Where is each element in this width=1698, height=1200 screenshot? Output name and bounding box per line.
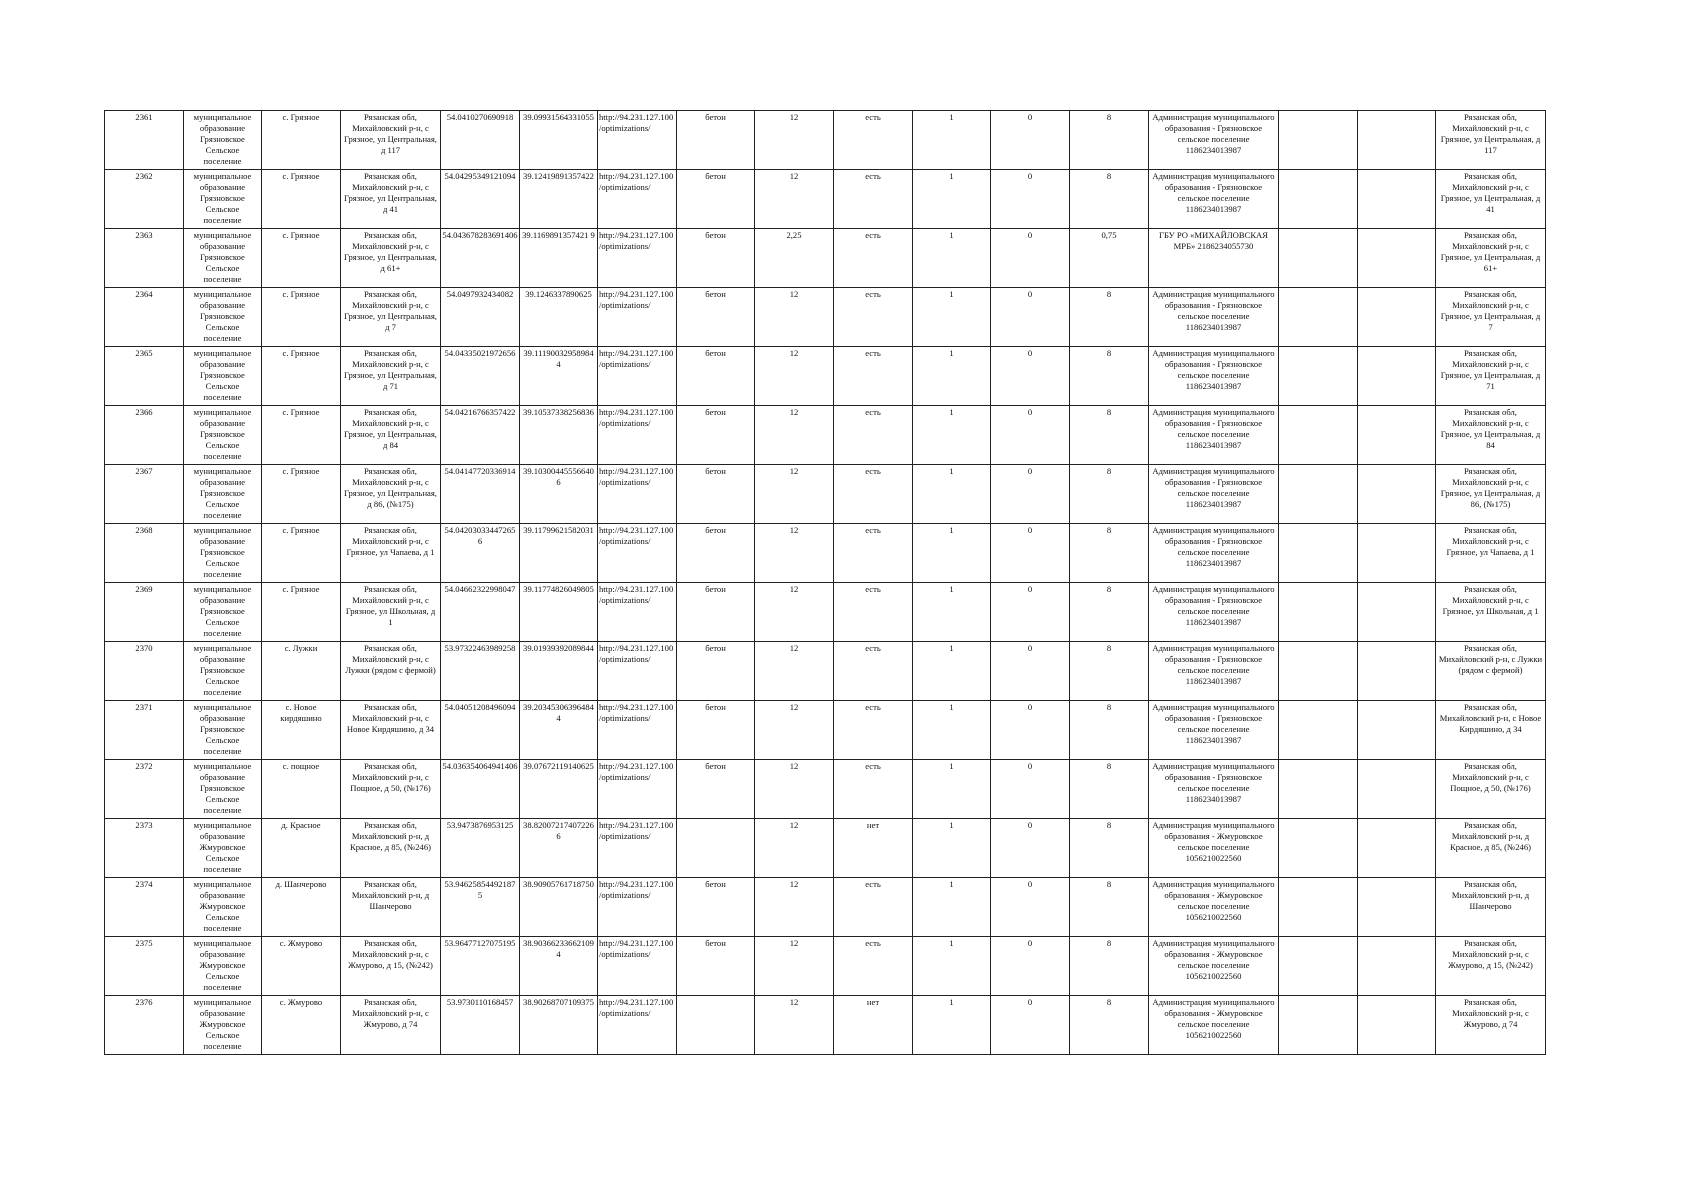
volume-cell: 8 xyxy=(1070,170,1149,229)
source-address-cell: Рязанская обл, Михайловский р-н, д Красное, д 85, (№246) xyxy=(1436,819,1546,878)
source-address-cell: Рязанская обл, Михайловский р-н, с Лужки (рядом с фермой) xyxy=(1436,642,1546,701)
latitude-cell: 54.04295349121094 xyxy=(441,170,520,229)
containers-count-cell: 1 xyxy=(913,760,991,819)
longitude-cell: 39.07672119140625 xyxy=(520,760,598,819)
latitude-cell: 54.04335021972656 xyxy=(441,347,520,406)
address-cell: Рязанская обл, Михайловский р-н, с Грязное, ул Центральная, д 117 xyxy=(341,111,441,170)
containers-count-cell: 1 xyxy=(913,878,991,937)
municipality-cell: муниципальное образование Грязновское Сельское поселение xyxy=(184,465,262,524)
latitude-cell: 53.96477127075195 xyxy=(441,937,520,996)
longitude-cell: 39.12419891357422 xyxy=(520,170,598,229)
volume-cell: 8 xyxy=(1070,524,1149,583)
volume-cell: 8 xyxy=(1070,347,1149,406)
surface-cell: бетон xyxy=(677,170,755,229)
latitude-cell: 54.043678283691406 xyxy=(441,229,520,288)
empty-cell xyxy=(1358,465,1436,524)
volume-cell: 8 xyxy=(1070,465,1149,524)
volume-cell: 8 xyxy=(1070,701,1149,760)
longitude-cell: 39.11799621582031 xyxy=(520,524,598,583)
table-row xyxy=(105,701,1546,760)
owner-cell: Администрация муниципального образования - Жмуровское сельское поселение 1056210022560 xyxy=(1149,937,1279,996)
empty-cell xyxy=(1279,465,1358,524)
surface-cell: бетон xyxy=(677,701,755,760)
containers-count-cell: 1 xyxy=(913,701,991,760)
volume-cell: 8 xyxy=(1070,878,1149,937)
settlement-cell: с. Грязное xyxy=(262,524,341,583)
owner-cell: Администрация муниципального образования - Грязновское сельское поселение 1186234013987 xyxy=(1149,583,1279,642)
table-row xyxy=(105,111,1546,170)
planned-count-cell: 0 xyxy=(991,701,1070,760)
link-cell: http://94.231.127.100/optimizations/ xyxy=(598,465,677,524)
fence-cell: есть xyxy=(834,465,913,524)
empty-cell xyxy=(1279,760,1358,819)
municipality-cell: муниципальное образование Грязновское Сельское поселение xyxy=(184,583,262,642)
surface-cell: бетон xyxy=(677,229,755,288)
empty-cell xyxy=(1279,937,1358,996)
empty-cell xyxy=(1279,583,1358,642)
surface-cell: бетон xyxy=(677,111,755,170)
latitude-cell: 54.04147720336914 xyxy=(441,465,520,524)
latitude-cell: 54.04216766357422 xyxy=(441,406,520,465)
area-cell: 12 xyxy=(755,465,834,524)
volume-cell: 8 xyxy=(1070,819,1149,878)
source-address-cell: Рязанская обл, Михайловский р-н, с Грязное, ул Центральная, д 117 xyxy=(1436,111,1546,170)
address-cell: Рязанская обл, Михайловский р-н, с Лужки (рядом с фермой) xyxy=(341,642,441,701)
table-row xyxy=(105,465,1546,524)
owner-cell: ГБУ РО «МИХАЙЛОВСКАЯ МРБ» 2186234055730 xyxy=(1149,229,1279,288)
source-address-cell: Рязанская обл, Михайловский р-н, с Грязное, ул Центральная, д 71 xyxy=(1436,347,1546,406)
fence-cell: есть xyxy=(834,642,913,701)
settlement-cell: с. Грязное xyxy=(262,347,341,406)
longitude-cell: 38.82007217407226 6 xyxy=(520,819,598,878)
containers-count-cell: 1 xyxy=(913,229,991,288)
fence-cell: есть xyxy=(834,170,913,229)
empty-cell xyxy=(1358,583,1436,642)
empty-cell xyxy=(1279,347,1358,406)
municipality-cell: муниципальное образование Жмуровское Сельское поселение xyxy=(184,937,262,996)
volume-cell: 8 xyxy=(1070,760,1149,819)
table-row xyxy=(105,878,1546,937)
planned-count-cell: 0 xyxy=(991,111,1070,170)
planned-count-cell: 0 xyxy=(991,229,1070,288)
table-row xyxy=(105,406,1546,465)
longitude-cell: 39.01939392089844 xyxy=(520,642,598,701)
empty-cell xyxy=(1279,878,1358,937)
empty-cell xyxy=(1279,288,1358,347)
owner-cell: Администрация муниципального образования - Грязновское сельское поселение 1186234013987 xyxy=(1149,406,1279,465)
owner-cell: Администрация муниципального образования - Грязновское сельское поселение 1186234013987 xyxy=(1149,465,1279,524)
longitude-cell: 39.11774826049805 xyxy=(520,583,598,642)
empty-cell xyxy=(1279,819,1358,878)
latitude-cell: 53.94625854492187 5 xyxy=(441,878,520,937)
longitude-cell: 38.90366233662109 4 xyxy=(520,937,598,996)
latitude-cell: 53.9730110168457 xyxy=(441,996,520,1055)
municipality-cell: муниципальное образование Грязновское Сельское поселение xyxy=(184,170,262,229)
surface-cell: бетон xyxy=(677,760,755,819)
source-address-cell: Рязанская обл, Михайловский р-н, с Грязное, ул Центральная, д 61+ xyxy=(1436,229,1546,288)
surface-cell: бетон xyxy=(677,642,755,701)
link-cell: http://94.231.127.100/optimizations/ xyxy=(598,111,677,170)
link-cell: http://94.231.127.100/optimizations/ xyxy=(598,878,677,937)
longitude-cell: 39.11190032958984 4 xyxy=(520,347,598,406)
address-cell: Рязанская обл, Михайловский р-н, д Красное, д 85, (№246) xyxy=(341,819,441,878)
source-address-cell: Рязанская обл, Михайловский р-н, с Грязное, ул Школьная, д 1 xyxy=(1436,583,1546,642)
settlement-cell: с. Грязное xyxy=(262,288,341,347)
surface-cell: бетон xyxy=(677,347,755,406)
settlement-cell: д. Шанчерово xyxy=(262,878,341,937)
latitude-cell: 54.04203033447265 6 xyxy=(441,524,520,583)
empty-cell xyxy=(1279,996,1358,1055)
area-cell: 12 xyxy=(755,347,834,406)
owner-cell: Администрация муниципального образования - Грязновское сельское поселение 1186234013987 xyxy=(1149,170,1279,229)
row-number-cell: 2371 xyxy=(105,701,184,760)
volume-cell: 8 xyxy=(1070,288,1149,347)
planned-count-cell: 0 xyxy=(991,406,1070,465)
fence-cell: есть xyxy=(834,406,913,465)
latitude-cell: 53.97322463989258 xyxy=(441,642,520,701)
containers-count-cell: 1 xyxy=(913,642,991,701)
surface-cell xyxy=(677,819,755,878)
containers-count-cell: 1 xyxy=(913,937,991,996)
municipality-cell: муниципальное образование Грязновское Сельское поселение xyxy=(184,701,262,760)
surface-cell: бетон xyxy=(677,583,755,642)
municipality-cell: муниципальное образование Грязновское Сельское поселение xyxy=(184,229,262,288)
fence-cell: нет xyxy=(834,996,913,1055)
latitude-cell: 54.04662322998047 xyxy=(441,583,520,642)
volume-cell: 8 xyxy=(1070,996,1149,1055)
link-cell: http://94.231.127.100/optimizations/ xyxy=(598,760,677,819)
fence-cell: нет xyxy=(834,819,913,878)
municipality-cell: муниципальное образование Жмуровское Сельское поселение xyxy=(184,878,262,937)
table-row xyxy=(105,996,1546,1055)
address-cell: Рязанская обл, Михайловский р-н, с Жмурово, д 74 xyxy=(341,996,441,1055)
row-number-cell: 2363 xyxy=(105,229,184,288)
containers-count-cell: 1 xyxy=(913,996,991,1055)
source-address-cell: Рязанская обл, Михайловский р-н, с Грязное, ул Центральная, д 84 xyxy=(1436,406,1546,465)
area-cell: 2,25 xyxy=(755,229,834,288)
planned-count-cell: 0 xyxy=(991,996,1070,1055)
link-cell: http://94.231.127.100/optimizations/ xyxy=(598,996,677,1055)
source-address-cell: Рязанская обл, Михайловский р-н, с Грязное, ул Центральная, д 41 xyxy=(1436,170,1546,229)
fence-cell: есть xyxy=(834,288,913,347)
address-cell: Рязанская обл, Михайловский р-н, с Грязное, ул Центральная, д 71 xyxy=(341,347,441,406)
settlement-cell: с. Грязное xyxy=(262,583,341,642)
municipality-cell: муниципальное образование Жмуровское Сельское поселение xyxy=(184,819,262,878)
owner-cell: Администрация муниципального образования - Грязновское сельское поселение 1186234013987 xyxy=(1149,701,1279,760)
link-cell: http://94.231.127.100/optimizations/ xyxy=(598,288,677,347)
containers-count-cell: 1 xyxy=(913,170,991,229)
address-cell: Рязанская обл, Михайловский р-н, с Пощное, д 50, (№176) xyxy=(341,760,441,819)
table-row xyxy=(105,170,1546,229)
address-cell: Рязанская обл, Михайловский р-н, с Грязное, ул Школьная, д 1 xyxy=(341,583,441,642)
row-number-cell: 2364 xyxy=(105,288,184,347)
municipality-cell: муниципальное образование Грязновское Сельское поселение xyxy=(184,288,262,347)
empty-cell xyxy=(1358,701,1436,760)
address-cell: Рязанская обл, Михайловский р-н, с Грязное, ул Центральная, д 61+ xyxy=(341,229,441,288)
fence-cell: есть xyxy=(834,878,913,937)
link-cell: http://94.231.127.100/optimizations/ xyxy=(598,347,677,406)
volume-cell: 8 xyxy=(1070,642,1149,701)
fence-cell: есть xyxy=(834,111,913,170)
area-cell: 12 xyxy=(755,937,834,996)
area-cell: 12 xyxy=(755,701,834,760)
planned-count-cell: 0 xyxy=(991,937,1070,996)
volume-cell: 8 xyxy=(1070,406,1149,465)
fence-cell: есть xyxy=(834,347,913,406)
empty-cell xyxy=(1279,111,1358,170)
address-cell: Рязанская обл, Михайловский р-н, с Грязное, ул Чапаева, д 1 xyxy=(341,524,441,583)
address-cell: Рязанская обл, Михайловский р-н, с Грязное, ул Центральная, д 86, (№175) xyxy=(341,465,441,524)
owner-cell: Администрация муниципального образования - Грязновское сельское поселение 1186234013987 xyxy=(1149,347,1279,406)
owner-cell: Администрация муниципального образования - Жмуровское сельское поселение 1056210022560 xyxy=(1149,996,1279,1055)
link-cell: http://94.231.127.100/optimizations/ xyxy=(598,701,677,760)
area-cell: 12 xyxy=(755,819,834,878)
link-cell: http://94.231.127.100/optimizations/ xyxy=(598,170,677,229)
link-cell: http://94.231.127.100/optimizations/ xyxy=(598,642,677,701)
containers-count-cell: 1 xyxy=(913,583,991,642)
settlement-cell: с. Жмурово xyxy=(262,996,341,1055)
containers-count-cell: 1 xyxy=(913,406,991,465)
link-cell: http://94.231.127.100/optimizations/ xyxy=(598,524,677,583)
empty-cell xyxy=(1279,406,1358,465)
table-row xyxy=(105,288,1546,347)
empty-cell xyxy=(1358,524,1436,583)
area-cell: 12 xyxy=(755,406,834,465)
empty-cell xyxy=(1358,878,1436,937)
row-number-cell: 2365 xyxy=(105,347,184,406)
table-row xyxy=(105,937,1546,996)
empty-cell xyxy=(1358,937,1436,996)
longitude-cell: 39.20345306396484 4 xyxy=(520,701,598,760)
row-number-cell: 2367 xyxy=(105,465,184,524)
municipality-cell: муниципальное образование Грязновское Сельское поселение xyxy=(184,760,262,819)
empty-cell xyxy=(1279,642,1358,701)
longitude-cell: 39.1169891357421 9 xyxy=(520,229,598,288)
link-cell: http://94.231.127.100/optimizations/ xyxy=(598,406,677,465)
empty-cell xyxy=(1279,701,1358,760)
link-cell: http://94.231.127.100/optimizations/ xyxy=(598,819,677,878)
source-address-cell: Рязанская обл, Михайловский р-н, с Грязное, ул Центральная, д 86, (№175) xyxy=(1436,465,1546,524)
latitude-cell: 53.9473876953125 xyxy=(441,819,520,878)
longitude-cell: 39.10300445556640 6 xyxy=(520,465,598,524)
empty-cell xyxy=(1358,819,1436,878)
empty-cell xyxy=(1358,642,1436,701)
surface-cell xyxy=(677,996,755,1055)
latitude-cell: 54.0497932434082 xyxy=(441,288,520,347)
row-number-cell: 2375 xyxy=(105,937,184,996)
longitude-cell: 39.1246337890625 xyxy=(520,288,598,347)
surface-cell: бетон xyxy=(677,288,755,347)
empty-cell xyxy=(1279,229,1358,288)
source-address-cell: Рязанская обл, Михайловский р-н, с Грязное, ул Центральная, д 7 xyxy=(1436,288,1546,347)
address-cell: Рязанская обл, Михайловский р-н, с Грязное, ул Центральная, д 41 xyxy=(341,170,441,229)
table-row xyxy=(105,583,1546,642)
containers-count-cell: 1 xyxy=(913,524,991,583)
settlement-cell: с. Грязное xyxy=(262,170,341,229)
empty-cell xyxy=(1358,229,1436,288)
fence-cell: есть xyxy=(834,937,913,996)
source-address-cell: Рязанская обл, Михайловский р-н, с Пощное, д 50, (№176) xyxy=(1436,760,1546,819)
row-number-cell: 2373 xyxy=(105,819,184,878)
table-row xyxy=(105,524,1546,583)
row-number-cell: 2366 xyxy=(105,406,184,465)
planned-count-cell: 0 xyxy=(991,288,1070,347)
planned-count-cell: 0 xyxy=(991,465,1070,524)
empty-cell xyxy=(1358,111,1436,170)
settlement-cell: с. Жмурово xyxy=(262,937,341,996)
source-address-cell: Рязанская обл, Михайловский р-н, д Шанчерово xyxy=(1436,878,1546,937)
owner-cell: Администрация муниципального образования - Грязновское сельское поселение 1186234013987 xyxy=(1149,760,1279,819)
empty-cell xyxy=(1279,170,1358,229)
owner-cell: Администрация муниципального образования - Жмуровское сельское поселение 1056210022560 xyxy=(1149,819,1279,878)
surface-cell: бетон xyxy=(677,878,755,937)
area-cell: 12 xyxy=(755,642,834,701)
municipality-cell: муниципальное образование Грязновское Сельское поселение xyxy=(184,642,262,701)
surface-cell: бетон xyxy=(677,524,755,583)
containers-count-cell: 1 xyxy=(913,465,991,524)
longitude-cell: 39.10537338256836 xyxy=(520,406,598,465)
settlement-cell: с. Грязное xyxy=(262,465,341,524)
source-address-cell: Рязанская обл, Михайловский р-н, с Жмурово, д 74 xyxy=(1436,996,1546,1055)
row-number-cell: 2368 xyxy=(105,524,184,583)
row-number-cell: 2370 xyxy=(105,642,184,701)
planned-count-cell: 0 xyxy=(991,170,1070,229)
planned-count-cell: 0 xyxy=(991,524,1070,583)
municipality-cell: муниципальное образование Грязновское Сельское поселение xyxy=(184,406,262,465)
longitude-cell: 39.09931564331055 xyxy=(520,111,598,170)
address-cell: Рязанская обл, Михайловский р-н, с Грязное, ул Центральная, д 84 xyxy=(341,406,441,465)
empty-cell xyxy=(1358,996,1436,1055)
fence-cell: есть xyxy=(834,701,913,760)
empty-cell xyxy=(1358,347,1436,406)
owner-cell: Администрация муниципального образования - Жмуровское сельское поселение 1056210022560 xyxy=(1149,878,1279,937)
municipality-cell: муниципальное образование Грязновское Сельское поселение xyxy=(184,347,262,406)
empty-cell xyxy=(1358,406,1436,465)
area-cell: 12 xyxy=(755,583,834,642)
settlement-cell: с. пощное xyxy=(262,760,341,819)
table-row xyxy=(105,347,1546,406)
volume-cell: 8 xyxy=(1070,111,1149,170)
latitude-cell: 54.0410270690918 xyxy=(441,111,520,170)
latitude-cell: 54.036354064941406 xyxy=(441,760,520,819)
owner-cell: Администрация муниципального образования - Грязновское сельское поселение 1186234013987 xyxy=(1149,288,1279,347)
surface-cell: бетон xyxy=(677,937,755,996)
volume-cell: 8 xyxy=(1070,583,1149,642)
municipality-cell: муниципальное образование Грязновское Сельское поселение xyxy=(184,524,262,583)
fence-cell: есть xyxy=(834,760,913,819)
fence-cell: есть xyxy=(834,229,913,288)
owner-cell: Администрация муниципального образования - Грязновское сельское поселение 1186234013987 xyxy=(1149,524,1279,583)
area-cell: 12 xyxy=(755,288,834,347)
address-cell: Рязанская обл, Михайловский р-н, с Жмурово, д 15, (№242) xyxy=(341,937,441,996)
planned-count-cell: 0 xyxy=(991,878,1070,937)
settlement-cell: с. Грязное xyxy=(262,229,341,288)
row-number-cell: 2374 xyxy=(105,878,184,937)
source-address-cell: Рязанская обл, Михайловский р-н, с Жмурово, д 15, (№242) xyxy=(1436,937,1546,996)
planned-count-cell: 0 xyxy=(991,819,1070,878)
row-number-cell: 2362 xyxy=(105,170,184,229)
fence-cell: есть xyxy=(834,524,913,583)
planned-count-cell: 0 xyxy=(991,583,1070,642)
surface-cell: бетон xyxy=(677,406,755,465)
containers-count-cell: 1 xyxy=(913,819,991,878)
containers-count-cell: 1 xyxy=(913,347,991,406)
row-number-cell: 2376 xyxy=(105,996,184,1055)
table-row xyxy=(105,229,1546,288)
settlement-cell: с. Лужки xyxy=(262,642,341,701)
table-row xyxy=(105,819,1546,878)
settlement-cell: с. Грязное xyxy=(262,406,341,465)
address-cell: Рязанская обл, Михайловский р-н, с Новое Кирдяшино, д 34 xyxy=(341,701,441,760)
area-cell: 12 xyxy=(755,111,834,170)
row-number-cell: 2369 xyxy=(105,583,184,642)
area-cell: 12 xyxy=(755,878,834,937)
link-cell: http://94.231.127.100/optimizations/ xyxy=(598,937,677,996)
containers-count-cell: 1 xyxy=(913,111,991,170)
empty-cell xyxy=(1358,288,1436,347)
link-cell: http://94.231.127.100/optimizations/ xyxy=(598,583,677,642)
empty-cell xyxy=(1358,170,1436,229)
fence-cell: есть xyxy=(834,583,913,642)
volume-cell: 0,75 xyxy=(1070,229,1149,288)
source-address-cell: Рязанская обл, Михайловский р-н, с Грязное, ул Чапаева, д 1 xyxy=(1436,524,1546,583)
planned-count-cell: 0 xyxy=(991,760,1070,819)
area-cell: 12 xyxy=(755,760,834,819)
settlement-cell: с. Грязное xyxy=(262,111,341,170)
area-cell: 12 xyxy=(755,996,834,1055)
planned-count-cell: 0 xyxy=(991,642,1070,701)
address-cell: Рязанская обл, Михайловский р-н, д Шанчерово xyxy=(341,878,441,937)
registry-table xyxy=(104,110,1546,1055)
area-cell: 12 xyxy=(755,170,834,229)
latitude-cell: 54.04051208496094 xyxy=(441,701,520,760)
surface-cell: бетон xyxy=(677,465,755,524)
longitude-cell: 38.90268707109375 xyxy=(520,996,598,1055)
containers-count-cell: 1 xyxy=(913,288,991,347)
row-number-cell: 2372 xyxy=(105,760,184,819)
empty-cell xyxy=(1279,524,1358,583)
longitude-cell: 38.90905761718750 xyxy=(520,878,598,937)
settlement-cell: с. Новое кирдяшино xyxy=(262,701,341,760)
table-row xyxy=(105,642,1546,701)
municipality-cell: муниципальное образование Грязновское Сельское поселение xyxy=(184,111,262,170)
row-number-cell: 2361 xyxy=(105,111,184,170)
table-row xyxy=(105,760,1546,819)
owner-cell: Администрация муниципального образования - Грязновское сельское поселение 1186234013987 xyxy=(1149,111,1279,170)
area-cell: 12 xyxy=(755,524,834,583)
address-cell: Рязанская обл, Михайловский р-н, с Грязное, ул Центральная, д 7 xyxy=(341,288,441,347)
municipality-cell: муниципальное образование Жмуровское Сельское поселение xyxy=(184,996,262,1055)
link-cell: http://94.231.127.100/optimizations/ xyxy=(598,229,677,288)
volume-cell: 8 xyxy=(1070,937,1149,996)
settlement-cell: д. Красное xyxy=(262,819,341,878)
source-address-cell: Рязанская обл, Михайловский р-н, с Новое Кирдяшино, д 34 xyxy=(1436,701,1546,760)
planned-count-cell: 0 xyxy=(991,347,1070,406)
empty-cell xyxy=(1358,760,1436,819)
owner-cell: Администрация муниципального образования - Грязновское сельское поселение 1186234013987 xyxy=(1149,642,1279,701)
